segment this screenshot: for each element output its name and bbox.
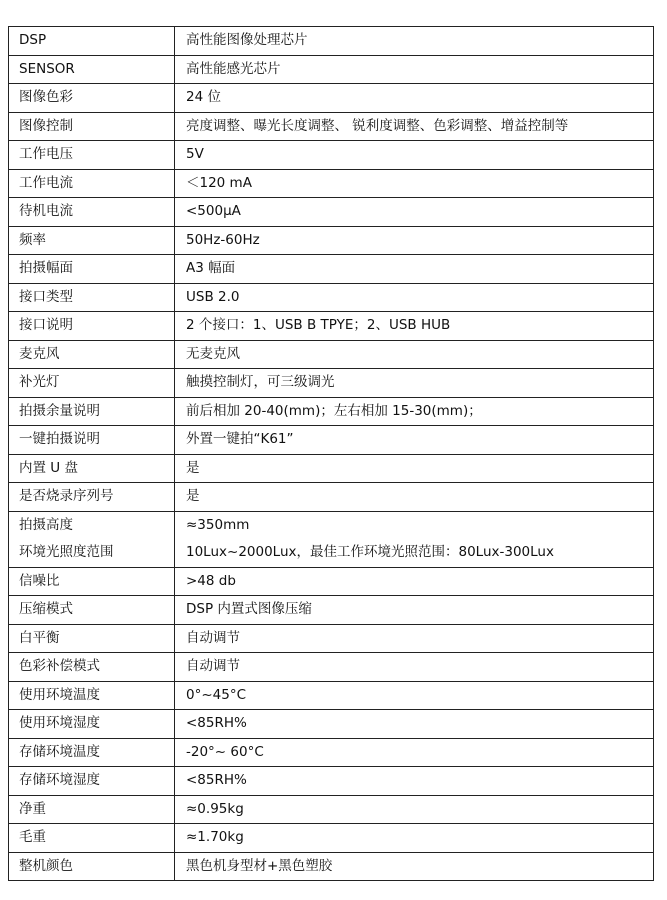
spec-row xyxy=(9,710,654,739)
spec-row xyxy=(9,767,654,796)
spec-label: 图像色彩 xyxy=(9,84,175,113)
spec-value: 是 xyxy=(175,483,654,512)
spec-row xyxy=(9,198,654,227)
spec-row xyxy=(9,27,654,56)
spec-row xyxy=(9,55,654,84)
spec-value: 50Hz-60Hz xyxy=(175,226,654,255)
spec-value: ≈1.70kg xyxy=(175,824,654,853)
spec-value: 0°~45°C xyxy=(175,681,654,710)
spec-row xyxy=(9,824,654,853)
spec-value: 前后相加 20-40(mm)；左右相加 15-30(mm)； xyxy=(175,397,654,426)
spec-row xyxy=(9,169,654,198)
spec-label: 补光灯 xyxy=(9,369,175,398)
spec-row xyxy=(9,738,654,767)
spec-label: 麦克风 xyxy=(9,340,175,369)
spec-label: 整机颜色 xyxy=(9,852,175,881)
spec-table-body xyxy=(9,27,654,881)
spec-label: 压缩模式 xyxy=(9,596,175,625)
spec-label: 接口类型 xyxy=(9,283,175,312)
spec-value: >48 db xyxy=(175,567,654,596)
spec-label: 白平衡 xyxy=(9,624,175,653)
spec-row xyxy=(9,852,654,881)
spec-label: 工作电压 xyxy=(9,141,175,170)
spec-label: 拍摄幅面 xyxy=(9,255,175,284)
spec-row xyxy=(9,112,654,141)
spec-table xyxy=(8,26,654,881)
spec-value: 高性能图像处理芯片 xyxy=(175,27,654,56)
spec-value: 触摸控制灯，可三级调光 xyxy=(175,369,654,398)
spec-row xyxy=(9,397,654,426)
spec-value: 10Lux~2000Lux，最佳工作环境光照范围：80Lux-300Lux xyxy=(175,539,654,567)
spec-value: <500μA xyxy=(175,198,654,227)
spec-label: 净重 xyxy=(9,795,175,824)
spec-label: 图像控制 xyxy=(9,112,175,141)
spec-row xyxy=(9,653,654,682)
spec-label: 拍摄高度 xyxy=(9,511,175,539)
spec-value: 是 xyxy=(175,454,654,483)
spec-value: 亮度调整、曝光长度调整、 锐利度调整、色彩调整、增益控制等 xyxy=(175,112,654,141)
spec-row xyxy=(9,226,654,255)
spec-row xyxy=(9,283,654,312)
spec-row xyxy=(9,426,654,455)
spec-row xyxy=(9,511,654,539)
spec-label: SENSOR xyxy=(9,55,175,84)
spec-label: 拍摄余量说明 xyxy=(9,397,175,426)
spec-value: 24 位 xyxy=(175,84,654,113)
spec-label: 存储环境温度 xyxy=(9,738,175,767)
spec-label: DSP xyxy=(9,27,175,56)
spec-value: USB 2.0 xyxy=(175,283,654,312)
spec-row xyxy=(9,795,654,824)
spec-label: 频率 xyxy=(9,226,175,255)
spec-label: 待机电流 xyxy=(9,198,175,227)
spec-label: 环境光照度范围 xyxy=(9,539,175,567)
spec-label: 一键拍摄说明 xyxy=(9,426,175,455)
spec-value: <85RH% xyxy=(175,710,654,739)
spec-label: 存储环境湿度 xyxy=(9,767,175,796)
spec-value: 5V xyxy=(175,141,654,170)
spec-row xyxy=(9,340,654,369)
spec-value: DSP 内置式图像压缩 xyxy=(175,596,654,625)
spec-value: A3 幅面 xyxy=(175,255,654,284)
spec-value: 外置一键拍“K61” xyxy=(175,426,654,455)
spec-label: 使用环境温度 xyxy=(9,681,175,710)
spec-value: ≈350mm xyxy=(175,511,654,539)
spec-row xyxy=(9,369,654,398)
spec-row xyxy=(9,141,654,170)
spec-row xyxy=(9,483,654,512)
spec-row xyxy=(9,539,654,567)
spec-label: 内置 U 盘 xyxy=(9,454,175,483)
spec-row xyxy=(9,454,654,483)
spec-row xyxy=(9,681,654,710)
spec-value: <85RH% xyxy=(175,767,654,796)
spec-row xyxy=(9,312,654,341)
spec-value: 自动调节 xyxy=(175,653,654,682)
spec-label: 信噪比 xyxy=(9,567,175,596)
spec-value: 黑色机身型材+黑色塑胶 xyxy=(175,852,654,881)
spec-value: 自动调节 xyxy=(175,624,654,653)
spec-row xyxy=(9,624,654,653)
spec-value: ＜120 mA xyxy=(175,169,654,198)
spec-row xyxy=(9,567,654,596)
spec-label: 是否烧录序列号 xyxy=(9,483,175,512)
spec-value: 无麦克风 xyxy=(175,340,654,369)
spec-row xyxy=(9,255,654,284)
spec-label: 工作电流 xyxy=(9,169,175,198)
spec-label: 使用环境湿度 xyxy=(9,710,175,739)
spec-row xyxy=(9,596,654,625)
spec-label: 接口说明 xyxy=(9,312,175,341)
spec-row xyxy=(9,84,654,113)
spec-label: 毛重 xyxy=(9,824,175,853)
spec-value: -20°~ 60°C xyxy=(175,738,654,767)
spec-value: ≈0.95kg xyxy=(175,795,654,824)
spec-value: 2 个接口：1、USB B TPYE；2、USB HUB xyxy=(175,312,654,341)
spec-value: 高性能感光芯片 xyxy=(175,55,654,84)
spec-label: 色彩补偿模式 xyxy=(9,653,175,682)
